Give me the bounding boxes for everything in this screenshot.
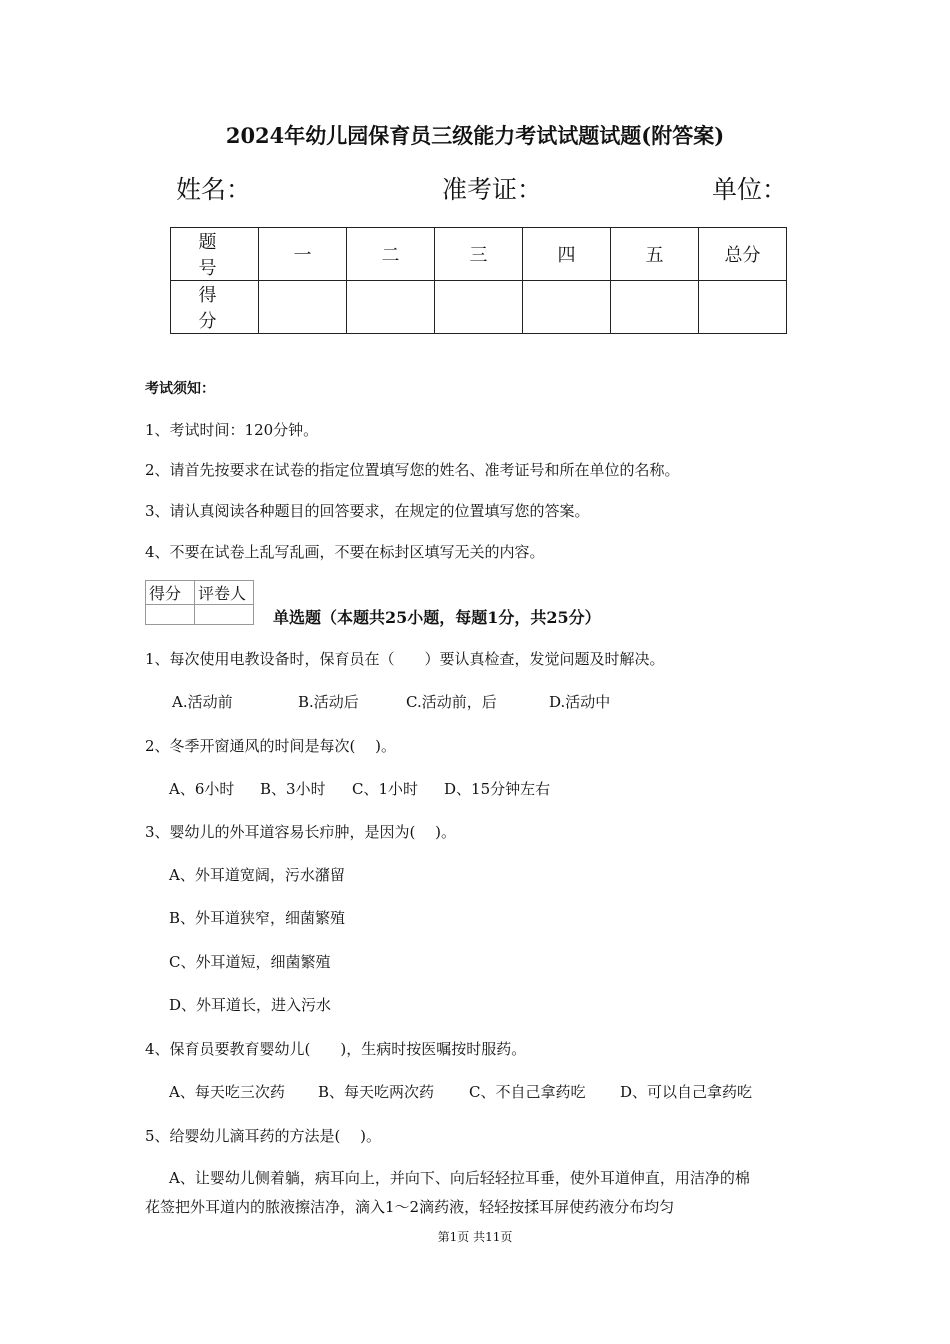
question-stem: 4、保育员要教育婴幼儿( )，生病时按医嘱按时服药。 [145, 1040, 527, 1058]
score-table-header-cell: 四 [523, 228, 611, 281]
notice-title: 考试须知： [145, 381, 215, 397]
name-field-label: 姓名： [176, 175, 252, 204]
score-table-score-row [171, 281, 787, 334]
document-title: 2024年幼儿园保育员三级能力考试试题试题(附答案) [225, 123, 725, 148]
question-option-continued: 花签把外耳道内的脓液擦洁净，滴入1～2滴药液，轻轻按揉耳屏使药液分布均匀 [145, 1198, 675, 1216]
question-option: B.活动后 [298, 693, 359, 711]
score-table-header-cell: 二 [347, 228, 435, 281]
unit-field-label: 单位： [712, 175, 788, 204]
exam-number-field-label: 准考证： [442, 175, 543, 204]
question-option: D、可以自己拿药吃 [620, 1083, 753, 1101]
score-table-header-cell: 一 [259, 228, 347, 281]
score-cell[interactable] [259, 281, 347, 334]
question-option: B、外耳道狭窄，细菌繁殖 [169, 909, 346, 927]
question-option: C、外耳道短，细菌繁殖 [169, 953, 331, 971]
grader-score-cell[interactable] [146, 605, 195, 625]
question-option: C、1小时 [352, 780, 419, 798]
question-option: A、让婴幼儿侧着躺，病耳向上，并向下、向后轻轻拉耳垂，使外耳道伸直，用洁净的棉 [169, 1169, 750, 1187]
notice-item: 4、不要在试卷上乱写乱画，不要在标封区填写无关的内容。 [145, 543, 545, 561]
question-option: A、外耳道宽阔，污水潴留 [169, 866, 345, 884]
notice-item: 2、请首先按要求在试卷的指定位置填写您的姓名、准考证号和所在单位的名称。 [145, 461, 680, 479]
page-footer: 第1页 共11页 [437, 1230, 513, 1244]
grader-name-label: 评卷人 [195, 581, 254, 605]
question-stem: 3、婴幼儿的外耳道容易长疖肿，是因为( )。 [145, 823, 457, 841]
grader-score-label: 得分 [146, 581, 195, 605]
question-stem: 2、冬季开窗通风的时间是每次( )。 [145, 737, 397, 755]
question-option: D.活动中 [549, 693, 611, 711]
score-table-header-cell: 总分 [699, 228, 787, 281]
question-stem: 1、每次使用电教设备时，保育员在（ ）要认真检查，发觉问题及时解决。 [145, 650, 665, 668]
score-table-header-label: 题 号 [171, 228, 259, 281]
question-option: D、15分钟左右 [444, 780, 551, 798]
question-option: A.活动前 [172, 693, 233, 711]
question-option: A、每天吃三次药 [169, 1083, 285, 1101]
score-cell[interactable] [699, 281, 787, 334]
question-option: D、外耳道长，进入污水 [169, 996, 332, 1014]
score-table [170, 227, 787, 334]
question-option: C、不自己拿药吃 [469, 1083, 586, 1101]
score-table-header-cell: 三 [435, 228, 523, 281]
score-cell[interactable] [435, 281, 523, 334]
score-table-header-row [171, 228, 787, 281]
section-title: 单选题（本题共25小题，每题1分，共25分） [273, 608, 601, 627]
score-table-row-label: 得 分 [171, 281, 259, 334]
question-option: A、6小时 [169, 780, 235, 798]
score-cell[interactable] [611, 281, 699, 334]
question-option: B、3小时 [260, 780, 326, 798]
question-option: B、每天吃两次药 [318, 1083, 435, 1101]
score-cell[interactable] [347, 281, 435, 334]
question-stem: 5、给婴幼儿滴耳药的方法是( )。 [145, 1127, 382, 1145]
score-table-header-cell: 五 [611, 228, 699, 281]
grader-box [145, 580, 254, 625]
notice-item: 1、考试时间：120分钟。 [145, 421, 319, 439]
grader-name-cell[interactable] [195, 605, 254, 625]
score-cell[interactable] [523, 281, 611, 334]
question-option: C.活动前，后 [406, 693, 497, 711]
notice-item: 3、请认真阅读各种题目的回答要求，在规定的位置填写您的答案。 [145, 502, 590, 520]
